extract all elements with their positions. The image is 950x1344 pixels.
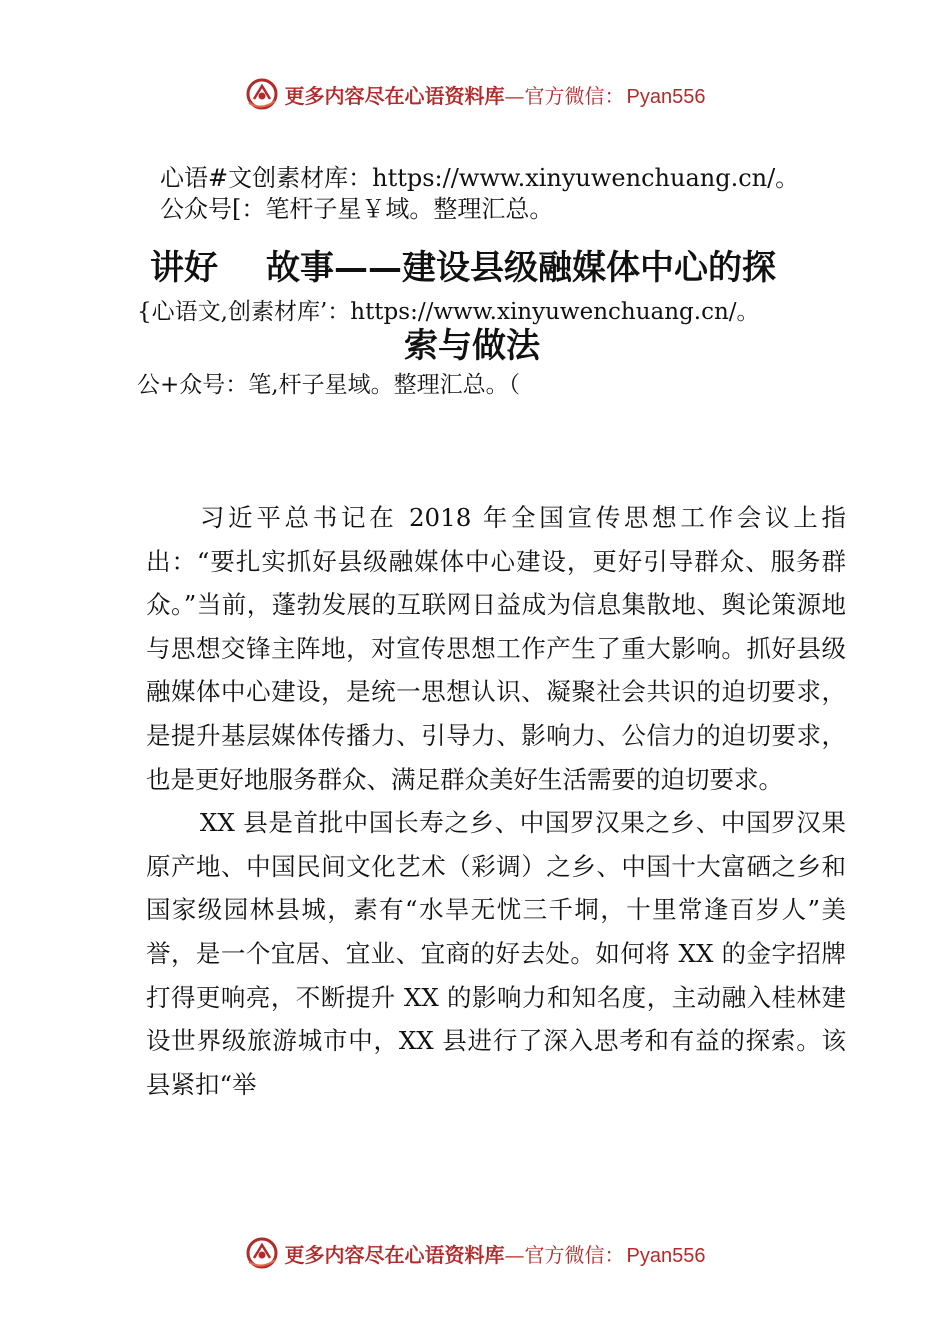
header-banner <box>0 74 950 114</box>
footer-banner <box>0 1233 950 1273</box>
banner-sub-text: —官方微信： <box>504 1242 625 1267</box>
document-body <box>146 496 846 1106</box>
title-part-b: 故事——建设县级融媒体中心的探 <box>266 248 776 288</box>
body-paragraph-2: XX 县是首批中国长寿之乡、中国罗汉果之乡、中国罗汉果原产地、中国民间文化艺术（彩调）之乡、中国十大富硒之乡和国家级园林县城，素有“水旱无忧三千垌，十里常逢百岁人”美誉，是一个宜居、宜业、宜商的好去处。如何将 XX 的金字招牌打得更响亮，不断提升 XX 的影响力和知名度，主动融入桂林建设世界级旅游城市中，XX 县进行了深入思考和有益的探索。该县紧扣“举 <box>146 808 846 1099</box>
document-title-line-2: 索与做法 <box>404 326 540 366</box>
watermark-line-2: 公众号[：笔杆子星￥域。整理汇总。 <box>160 195 554 223</box>
banner-main-text: 更多内容尽在心语资料库 <box>284 83 505 108</box>
brand-logo-icon <box>245 1236 279 1270</box>
brand-logo-icon <box>245 77 279 111</box>
banner-main-text: 更多内容尽在心语资料库 <box>284 1242 505 1267</box>
watermark-line-3: {心语文,创素材库’：https://www.xinyuwenchuang.cn/。 <box>137 299 760 325</box>
banner-wechat-id: Pyan556 <box>626 1244 706 1267</box>
document-title-line-1 <box>150 248 776 288</box>
banner-wechat-id: Pyan556 <box>626 85 706 108</box>
watermark-line-1: 心语#文创素材库：https://www.xinyuwenchuang.cn/。 <box>160 164 800 192</box>
title-part-a: 讲好 <box>150 248 218 288</box>
banner-sub-text: —官方微信： <box>504 83 625 108</box>
body-paragraph-1: 习近平总书记在 2018 年全国宣传思想工作会议上指出：“要扎实抓好县级融媒体中心建设，更好引导群众、服务群众。”当前，蓬勃发展的互联网日益成为信息集散地、舆论策源地与思想交锋主阵地，对宣传思想工作产生了重大影响。抓好县级融媒体中心建设，是统一思想认识、凝聚社会共识的迫切要求，是提升基层媒体传播力、引导力、影响力、公信力的迫切要求，也是更好地服务群众、满足群众美好生活需要的迫切要求。 <box>146 503 846 794</box>
watermark-line-4: 公+众号：笔,杆子星域。整理汇总。（ <box>137 372 521 398</box>
